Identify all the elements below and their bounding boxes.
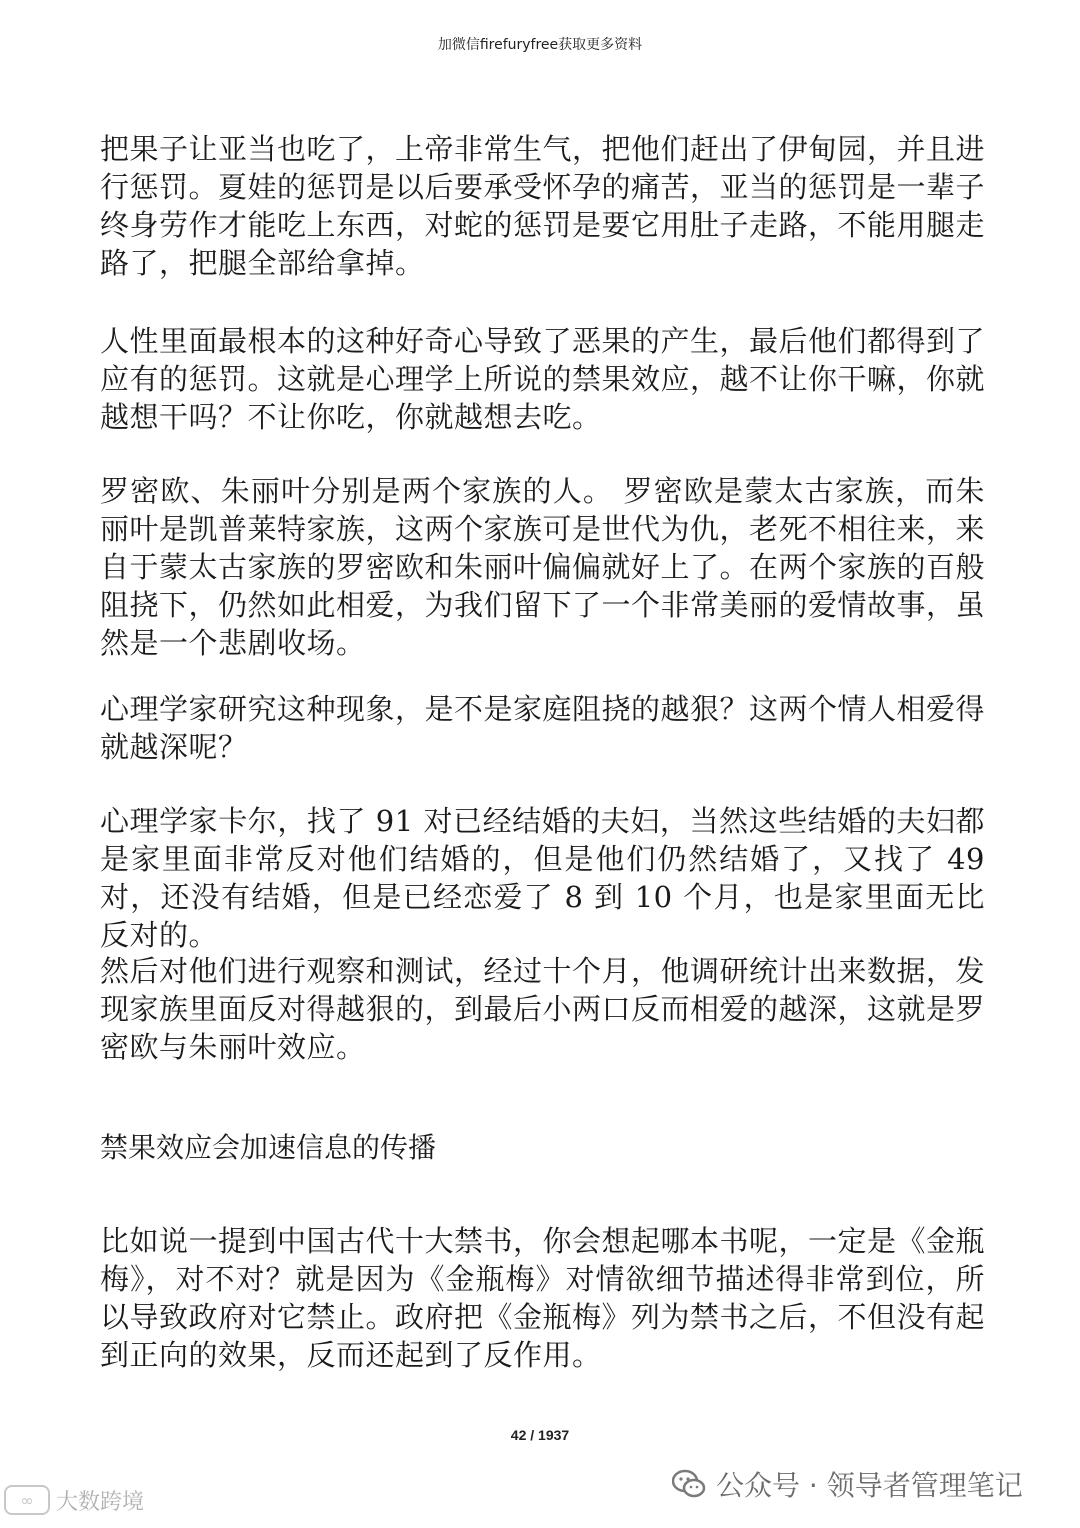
section-paragraph-1: 比如说一提到中国古代十大禁书，你会想起哪本书呢，一定是《金瓶梅》，对不对？就是因为《金瓶梅》对情欲细节描述得非常到位，所以导致政府对它禁止。政府把《金瓶梅》列为禁书之后，不但没有起到正向的效果，反而还起到了反作用。 <box>100 1224 986 1372</box>
paragraph-2: 人性里面最根本的这种好奇心导致了恶果的产生，最后他们都得到了应有的惩罚。这就是心理学上所说的禁果效应，越不让你干嘛，你就越想干吗？不让你吃，你就越想去吃。 <box>100 324 986 434</box>
paragraph-3: 罗密欧、朱丽叶分别是两个家族的人。 罗密欧是蒙太古家族，而朱丽叶是凯普莱特家族，这两个家族可是世代为仇，老死不相往来，来自于蒙太古家族的罗密欧和朱丽叶偏偏就好上了。在两个家族的百般阻挠下，仍然如此相爱，为我们留下了一个非常美丽的爱情故事，虽然是一个悲剧收场。 <box>100 474 986 660</box>
page-number: 42 / 1937 <box>510 1427 570 1443</box>
wechat-icon <box>672 1469 706 1499</box>
wechat-watermark <box>672 1462 1023 1506</box>
paragraph-6: 然后对他们进行观察和测试，经过十个月，他调研统计出来数据，发现家族里面反对得越狠的，到最后小两口反而相爱的越深，这就是罗密欧与朱丽叶效应。 <box>100 954 986 1064</box>
site-watermark-text: 大数跨境 <box>56 1489 145 1515</box>
logo-icon: ∞ <box>4 1485 50 1515</box>
paragraph-1: 把果子让亚当也吃了，上帝非常生气，把他们赶出了伊甸园，并且进行惩罚。夏娃的惩罚是以后要承受怀孕的痛苦，亚当的惩罚是一辈子终身劳作才能吃上东西，对蛇的惩罚是要它用肚子走路，不能用腿走路了，把腿全部给拿掉。 <box>100 132 986 280</box>
paragraph-4: 心理学家研究这种现象，是不是家庭阻挠的越狠？这两个情人相爱得就越深呢？ <box>100 692 986 764</box>
section-heading: 禁果效应会加速信息的传播 <box>100 1131 437 1164</box>
page-header: 加微信firefuryfree获取更多资料 <box>437 37 643 53</box>
wechat-watermark-text: 公众号 · 领导者管理笔记 <box>716 1469 1023 1502</box>
site-watermark <box>4 1478 144 1522</box>
paragraph-5: 心理学家卡尔，找了 91 对已经结婚的夫妇，当然这些结婚的夫妇都是家里面非常反对他们结婚的，但是他们仍然结婚了，又找了 49 对，还没有结婚，但是已经恋爱了 8 到 10 个月，也是家里面无比反对的。 <box>100 804 985 952</box>
